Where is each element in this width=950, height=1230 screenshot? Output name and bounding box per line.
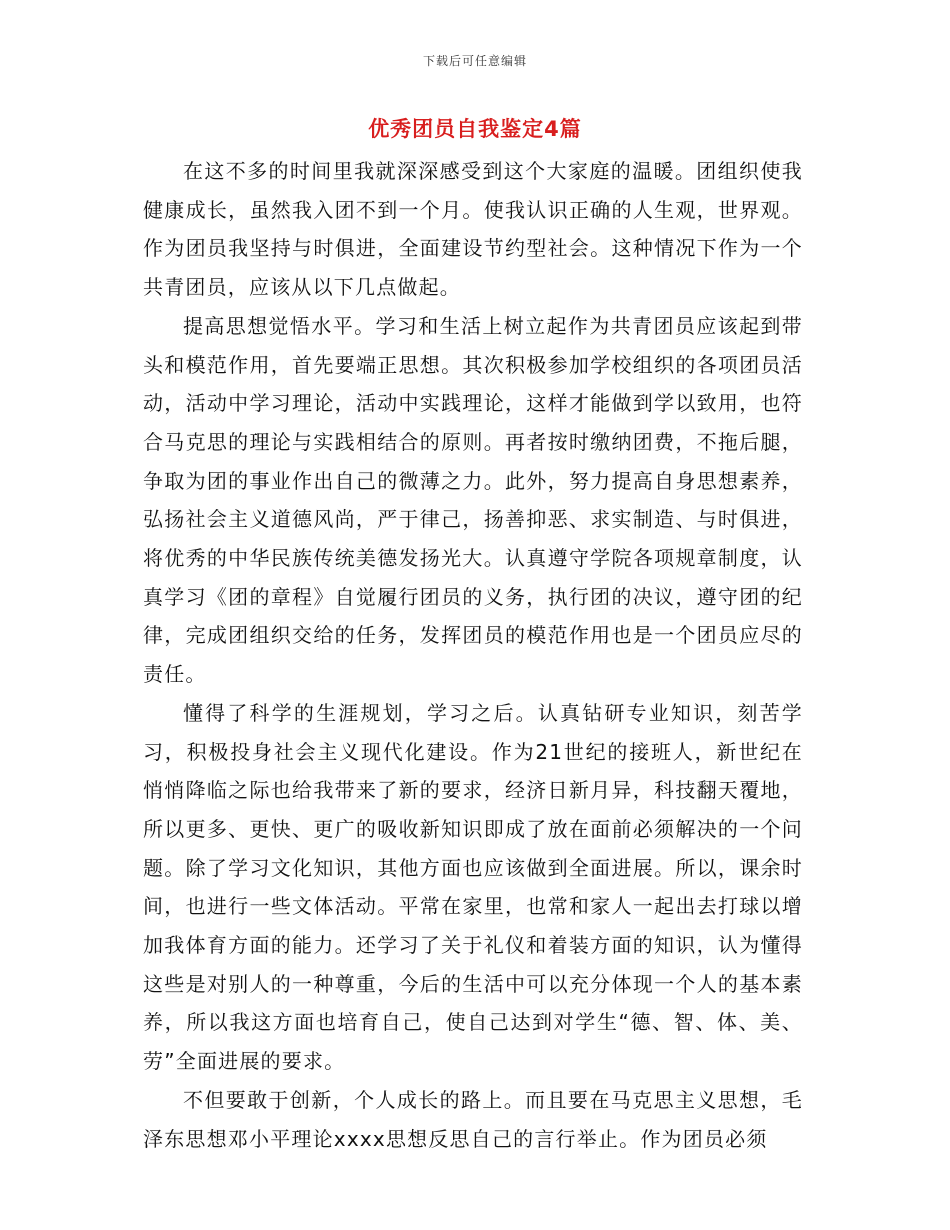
paragraph-2: 提高思想觉悟水平。学习和生活上树立起作为共青团员应该起到带头和模范作用，首先要端正思想。其次积极参加学校组织的各项团员活动，活动中学习理论，活动中实践理论，这样才能做到学以致用，也符合马克思的理论与实践相结合的原则。再者按时缴纳团费，不拖后腿，争取为团的事业作出自己的微薄之力。此外，努力提高自身思想素养，弘扬社会主义道德风尚，严于律己，扬善抑恶、求实制造、与时俱进，将优秀的中华民族传统美德发扬光大。认真遵守学院各项规章制度，认真学习《团的章程》自觉履行团员的义务，执行团的决议，遵守团的纪律，完成团组织交给的任务，发挥团员的模范作用也是一个团员应尽的责任。 [143, 313, 803, 687]
paragraph-4: 不但要敢于创新，个人成长的路上。而且要在马克思主义思想，毛泽东思想邓小平理论xxxx思想反思自己的言行举止。作为团员必须 [143, 1087, 803, 1151]
header-note: 下载后可任意编辑 [422, 54, 527, 68]
document-title: 优秀团员自我鉴定4篇 [368, 117, 582, 141]
document-body [143, 152, 803, 1158]
paragraph-1: 在这不多的时间里我就深深感受到这个大家庭的温暖。团组织使我健康成长，虽然我入团不到一个月。使我认识正确的人生观，世界观。作为团员我坚持与时俱进，全面建设节约型社会。这种情况下作为一个共青团员，应该从以下几点做起。 [143, 159, 803, 300]
paragraph-3: 懂得了科学的生涯规划，学习之后。认真钻研专业知识，刻苦学习，积极投身社会主义现代化建设。作为21世纪的接班人，新世纪在悄悄降临之际也给我带来了新的要求，经济日新月异，科技翻天覆地，所以更多、更快、更广的吸收新知识即成了放在面前必须解决的一个问题。除了学习文化知识，其他方面也应该做到全面进展。所以，课余时间，也进行一些文体活动。平常在家里，也常和家人一起出去打球以增加我体育方面的能力。还学习了关于礼仪和着装方面的知识，认为懂得这些是对别人的一种尊重，今后的生活中可以充分体现一个人的基本素养，所以我这方面也培育自己，使自己达到对学生“德、智、体、美、劳”全面进展的要求。 [143, 700, 803, 1074]
